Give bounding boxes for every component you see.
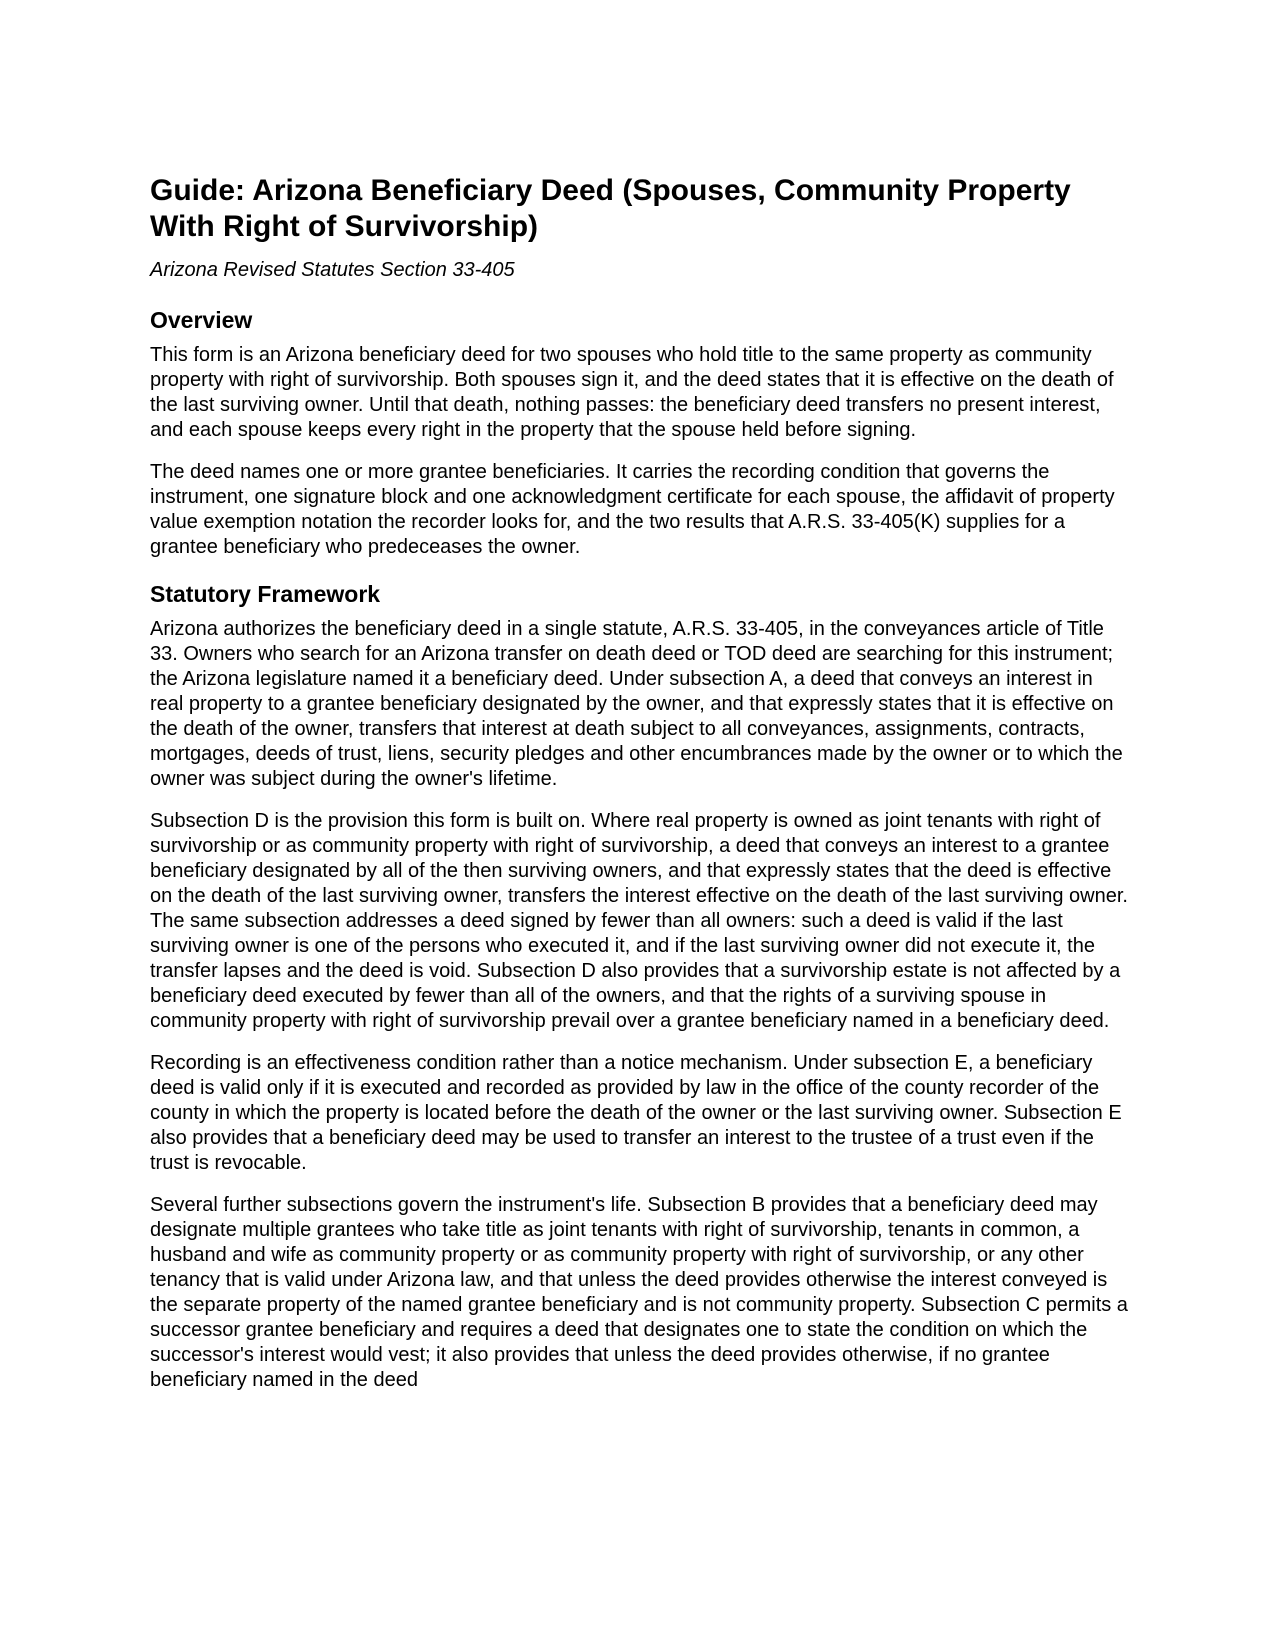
section-heading: Overview [150, 307, 253, 333]
paragraph: This form is an Arizona beneficiary deed for two spouses who hold title to the same property as community property with right of survivorship. Both spouses sign it, and the deed states that it is effective on the death of the last surviving owner. Until that death, nothing passes: the beneficiary deed transfers no present interest, and each spouse keeps every right in the property that the spouse held before signing. [150, 344, 1114, 441]
paragraph: Recording is an effectiveness condition rather than a notice mechanism. Under subsection E, a beneficiary deed is valid only if it is executed and recorded as provided by law in the office of the county recorder of the county in which the property is located before the death of the owner or the last surviving owner. Subsection E also provides that a beneficiary deed may be used to transfer an interest to the trustee of a trust even if the trust is revocable. [150, 1052, 1122, 1174]
paragraph: Subsection D is the provision this form is built on. Where real property is owned as joint tenants with right of survivorship or as community property with right of survivorship, a deed that conveys an interest to a grantee beneficiary designated by all of the then surviving owners, and that expressly states that the deed is effective on the death of the last surviving owner, transfers the interest effective on the death of the last surviving owner. The same subsection addresses a deed signed by fewer than all owners: such a deed is valid if the last surviving owner is one of the persons who executed it, and if the last surviving owner did not execute it, the transfer lapses and the deed is void. Subsection D also provides that a survivorship estate is not affected by a beneficiary deed executed by fewer than all of the owners, and that the rights of a surviving spouse in community property with right of survivorship prevail over a grantee beneficiary named in a beneficiary deed. [150, 810, 1128, 1032]
section-overview [150, 306, 1130, 560]
paragraph: The deed names one or more grantee beneficiaries. It carries the recording condition that governs the instrument, one signature block and one acknowledgment certificate for each spouse, the affidavit of property value exemption notation the recorder looks for, and the two results that A.R.S. 33-405(K) supplies for a grantee beneficiary who predeceases the owner. [150, 461, 1115, 558]
section-heading: Statutory Framework [150, 581, 381, 607]
paragraph: Several further subsections govern the instrument's life. Subsection B provides that a beneficiary deed may designate multiple grantees who take title as joint tenants with right of survivorship, tenants in common, a husband and wife as community property or as community property with right of survivorship, or any other tenancy that is valid under Arizona law, and that unless the deed provides otherwise the interest conveyed is the separate property of the named grantee beneficiary and is not community property. Subsection C permits a successor grantee beneficiary and requires a deed that designates one to state the condition on which the successor's interest would vest; it also provides that unless the deed provides otherwise, if no grantee beneficiary named in the deed [150, 1194, 1128, 1391]
statute-citation: Arizona Revised Statutes Section 33-405 [150, 259, 515, 281]
paragraph: Arizona authorizes the beneficiary deed in a single statute, A.R.S. 33-405, in the conveyances article of Title 33. Owners who search for an Arizona transfer on death deed or TOD deed are searching for this instrument; the Arizona legislature named it a beneficiary deed. Under subsection A, a deed that conveys an interest in real property to a grantee beneficiary designated by the owner, and that expressly states that it is effective on the death of the owner, transfers that interest at death subject to all conveyances, assignments, contracts, mortgages, deeds of trust, liens, security pledges and other encumbrances made by the owner or to which the owner was subject during the owner's lifetime. [150, 618, 1123, 790]
section-statutory-framework [150, 580, 1130, 1393]
document-page [150, 173, 1130, 1410]
document-title: Guide: Arizona Beneficiary Deed (Spouses, Community Property With Right of Survivorship) [150, 174, 1071, 243]
